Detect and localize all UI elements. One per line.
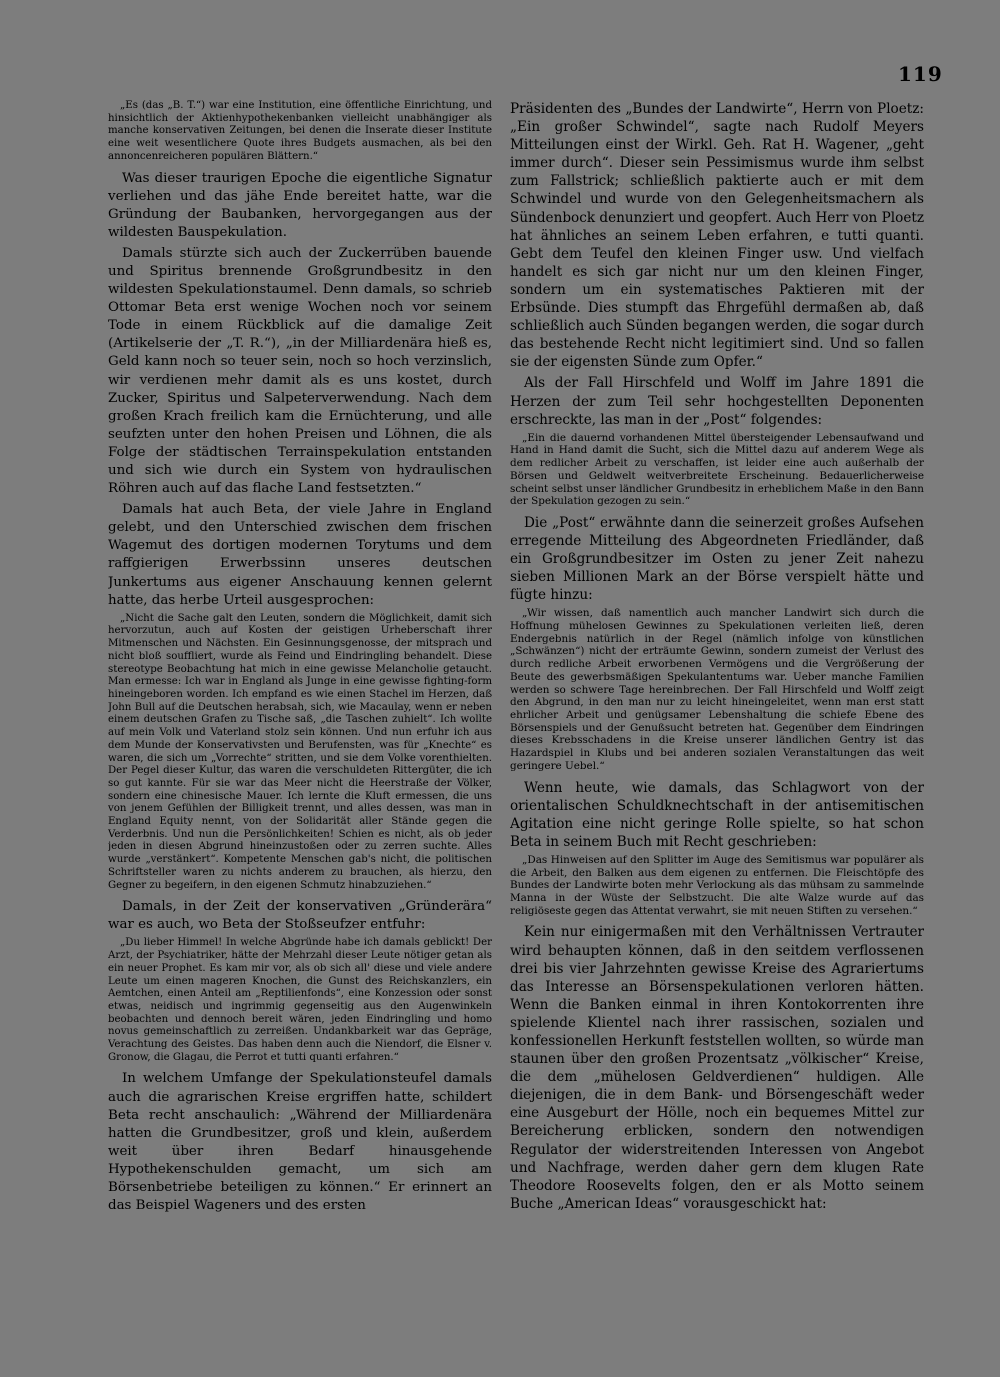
body-paragraph: Die „Post“ erwähnte dann die seinerzeit großes Aufsehen erregende Mitteilung des Abgeordneten Friedländer, daß ein Großgrundbesitzer im Osten zu jener Zeit nahezu sieben Millionen Mark an der Börse verspielt hätte und fügte hinzu: [510,514,924,604]
quotation-paragraph: „Ein die dauernd vorhandenen Mittel übersteigender Lebensaufwand und Hand in Hand damit die Sucht, sich die Mittel dazu auf anderem Wege als dem redlicher Arbeit zu verschaffen, ist leider eine auch außerhalb der Börsen und Geldwelt weitverbreitete Erscheinung. Bedauerlicherweise scheint selbst unser ländlicher Grundbesitz in erheblichem Maße in den Bann der Spekulation gezogen zu sein.“ [510,431,924,508]
page-number: 119 [898,62,943,86]
quotation-paragraph: „Das Hinweisen auf den Splitter im Auge des Semitismus war populärer als die Arbeit, den Balken aus dem eigenen zu entfernen. Die Fleischtöpfe des Bundes der Landwirte boten mehr Verlockung als das mühsam zu sammelnde Manna in der Wüste der Selbstzucht. Die alte Walze wurde auf das religiöseste gegen das Attentat verwahrt, sie mit neuen Stiften zu versehen.“ [510,853,924,917]
left-column [108,98,492,1333]
quotation-paragraph: „Wir wissen, daß namentlich auch mancher Landwirt sich durch die Hoffnung mühelosen Gewinnes zu Spekulationen verleiten ließ, deren Endergebnis natürlich in der Regel (nämlich infolge von künstlichen „Schwänzen“) nicht der erträumte Gewinn, sondern zumeist der Verlust des durch redliche Arbeit erworbenen Vermögens und die Vergrößerung der Beute des gewerbsmäßigen Spekulantentums war. Ueber manche Familien werden so schwere Tage hereinbrechen. Der Fall Hirschfeld und Wolff zeigt den Abgrund, in den man nur zu leicht hineingeleitet, wenn man erst statt ehrlicher Arbeit und genügsamer Lebenshaltung die schiefe Ebene des Börsenspiels und der Genußsucht betreten hat. Gegenüber dem Eindringen dieses Krebsschadens in die Kreise unserer ländlichen Gentry ist das Hazardspiel in Klubs und bei anderen sozialen Veranstaltungen das weit geringere Uebel.“ [510,607,924,772]
body-paragraph: In welchem Umfange der Spekulationsteufel damals auch die agrarischen Kreise ergriffen hatte, schildert Beta recht anschaulich: „Während der Milliardenära hatten die Grundbesitzer, groß und klein, außerdem weit über ihren Bedarf hinausgehende Hypothekenschulden gemacht, um sich am Börsenbetriebe beteiligen zu können.“ Er erinnert an das Beispiel Wageners und des ersten [108,1071,492,1214]
quotation-paragraph: „Es (das „B. T.“) war eine Institution, eine öffentliche Einrichtung, und hinsichtlich der Aktienhypothekenbanken vielleicht unabhängiger als manche konservativen Zeitungen, bei denen die Inserate dieser Institute eine weit wesentlichere Quote ihres Budgets ausmachen, als bei den annoncenreicheren populären Blättern.“ [108,100,492,162]
body-paragraph: Damals stürzte sich auch der Zuckerrüben bauende und Spiritus brennende Großgrundbesitz in den wildesten Spekulationstaumel. Denn damals, so schrieb Ottomar Beta erst wenige Wochen noch vor seinem Tode in einem Rückblick auf die damalige Zeit (Artikelserie der „T. R.“), „in der Milliardenära hieß es, Geld kann noch so teuer sein, noch so hoch verzinslich, wir verdienen mehr damit als es uns kostet, durch Zucker, Spiritus und Salpeterverwendung. Nach dem großen Krach freilich kam die Ernüchterung, und alle seufzten unter den hohen Preisen und Löhnen, die als Folge der städtischen Terrainspekulation entstanden und sich wie durch ein System von hydraulischen Röhren auch auf das flache Land festsetzten.“ [108,245,492,497]
body-paragraph: Damals hat auch Beta, der viele Jahre in England gelebt, und den Unterschied zwischen dem frischen Wagemut des dortigen modernen Torytums und dem raffgierigen Erwerbssinn unseres deutschen Junkertums aus eigener Anschauung kennen gelernt hatte, das herbe Urteil ausgesprochen: [108,502,492,608]
quotation-paragraph: „Du lieber Himmel! In welche Abgründe habe ich damals geblickt! Der Arzt, der Psychiatriker, hätte der Mehrzahl dieser Leute nötiger getan als ein neuer Prophet. Es kam mir vor, als ob sich all' diese und viele andere Leute um einen mageren Knochen, die Gunst des Reichskanzlers, ein Aemtchen, einen Anteil am „Reptilienfonds“, eine Konzession oder sonst etwas, neidisch und ingrimmig gegenseitig aus den Augenwinkeln beobachten und dennoch bereit wären, jeden Eindringling und homo novus gemeinschaftlich zu zerreißen. Undankbarkeit war das Gepräge, Verachtung des Geistes. Das haben denn auch die Niendorf, die Elsner v. Gronow, die Glagau, die Perrot et tutti quanti erfahren.“ [108,937,492,1063]
body-paragraph: Kein nur einigermaßen mit den Verhältnissen Vertrauter wird behaupten können, daß in den seitdem verflossenen drei bis vier Jahrzehnten gewisse Kreise des Agrariertums das Interesse an Börsenspekulationen verloren hätten. Wenn die Banken einmal in ihren Kontokorrenten ihre spielende Klientel nach ihrer rassischen, sozialen und konfessionellen Herkunft feststellen wollten, so würde man staunen über den großen Prozentsatz „völkischer“ Kreise, die dem „mühelosen Geldverdienen“ huldigen. Alle diejenigen, die in dem Bank- und Börsengeschäft weder eine Ausgeburt der Hölle, noch ein bequemes Mittel zur Bereicherung erblicken, sondern den notwendigen Regulator der widerstreitenden Interessen von Angebot und Nachfrage, werden daher gern dem klugen Rate Theodore Roosevelts folgen, den er als Motto seinem Buche „American Ideas“ vorausgeschickt hat: [510,924,924,1212]
right-column [510,100,924,1333]
body-paragraph: Damals, in der Zeit der konservativen „Gründerära“ war es auch, wo Beta der Stoßseufzer entfuhr: [108,899,492,933]
body-paragraph: Als der Fall Hirschfeld und Wolff im Jahre 1891 die Herzen der zum Teil sehr hochgestellten Deponenten erschreckte, las man in der „Post“ folgendes: [510,375,924,428]
body-paragraph: Was dieser traurigen Epoche die eigentliche Signatur verliehen und das jähe Ende bereitet hatte, war die Gründung der Baubanken, hervorgegangen aus der wildesten Bauspekulation. [108,170,492,240]
body-paragraph: Wenn heute, wie damals, das Schlagwort von der orientalischen Schuldknechtschaft in der antisemitischen Agitation eine nicht geringe Rolle spielte, so hat schon Beta in seinem Buch mit Recht geschrieben: [510,779,924,850]
body-paragraph: Präsidenten des „Bundes der Landwirte“, Herrn von Ploetz: „Ein großer Schwindel“, sagte nach Rudolf Meyers Mitteilungen einst der Wirkl. Geh. Rat H. Wagener, „geht immer durch“. Dieser sein Pessimismus wurde ihm selbst zum Fallstrick; schließlich paktierte auch er mit dem Schwindel und wurde von den Gelegenheitsmachern als Sündenbock denunziert und geopfert. Auch Herr von Ploetz hat ähnliches an seinem Leben erfahren, e tutti quanti. Gebt dem Teufel den kleinen Finger usw. Und vielfach handelt es sich gar nicht nur um den kleinen Finger, sondern um ein systematisches Paktieren mit der Erbsünde. Dies stumpft das Ehrgefühl dermaßen ab, daß schließlich auch Sünden begangen werden, die sogar durch das bestehende Recht nicht legitimiert sind. Und so fallen sie der eigensten Sünde zum Opfer.“ [510,101,924,371]
quotation-paragraph: „Nicht die Sache galt den Leuten, sondern die Möglichkeit, damit sich hervorzutun, auch auf Kosten der geistigen Urheberschaft ihrer Mitmenschen und Nächsten. Ein Gesinnungsgenosse, der mitsprach und nicht bloß souffliert, wurde als Feind und Eindringling behandelt. Diese stereotype Beobachtung hat mich in eine gewisse Melancholie getaucht. Man ermesse: Ich war in England als Junge in eine gewisse fighting-form hineingeboren worden. Ich empfand es wie einen Stachel im Herzen, daß John Bull auf die Deutschen herabsah, sich, wie Macaulay, wenn er neben einem deutschen Grafen zu Tische saß, „die Taschen zuhielt“. Ich wollte auf mein Volk und Vaterland stolz sein können. Und nun erfuhr ich aus dem Munde der Konservativsten und Berufensten, was für „Knechte“ es waren, die sich um „Vorrechte“ stritten, und sie dem Volke vorenthielten. Der Pegel dieser Kultur, das waren die verschuldeten Rittergüter, die ich so gut kannte. Für sie war das Meer nicht die Heerstraße der Völker, sondern eine chinesische Mauer. Ich lernte die Kluft ermessen, die uns von jenem Gefühlen der Billigkeit trennt, und alles dessen, was man in England Equity nennt, von der Solidarität aller Stände gegen die Verderbnis. Und nun die Persönlichkeiten! Schien es nicht, als ob jeder jeden in diesen Abgrund hineinzustoßen oder zu zerren suchte. Alles wurde „verstänkert“. Kompetente Menschen gab's nicht, die politischen Schriftsteller waren zu nichts anderem zu brauchen, als hierzu, den Gegner zu begeifern, in den eigenen Schmutz hinabzuziehen.“ [108,612,492,891]
